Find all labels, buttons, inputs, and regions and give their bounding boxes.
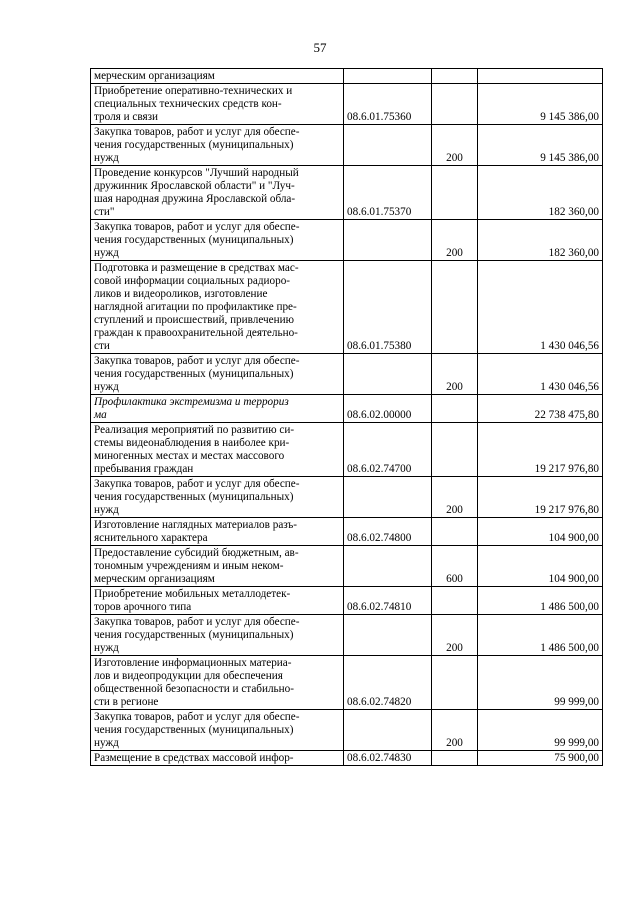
table-row <box>91 261 603 354</box>
expense-name-line: чения государственных (муниципальных) <box>94 629 294 641</box>
expense-name-line: Закупка товаров, работ и услуг для обеспе- <box>94 711 300 723</box>
expense-name-line: специальных технических средств кон- <box>94 98 282 110</box>
expense-type-cell <box>432 751 478 766</box>
expense-name-cell <box>91 125 344 166</box>
expense-name-cell <box>91 69 344 84</box>
amount-cell: 1 430 046,56 <box>478 261 603 354</box>
expense-name-line: Закупка товаров, работ и услуг для обеспе- <box>94 616 300 628</box>
amount-cell: 75 900,00 <box>478 751 603 766</box>
expense-name-cell <box>91 518 344 546</box>
table-row <box>91 69 603 84</box>
expense-name-line: сти <box>94 340 110 352</box>
expense-type-cell <box>432 166 478 220</box>
amount-cell: 19 217 976,80 <box>478 423 603 477</box>
expense-name-cell <box>91 710 344 751</box>
expense-type-cell: 200 <box>432 354 478 395</box>
expense-name-line: сти в регионе <box>94 696 159 708</box>
expense-name-cell <box>91 546 344 587</box>
expense-name-line: Изготовление наглядных материалов разъ- <box>94 519 298 531</box>
expense-name-line: совой информации социальных радиоро- <box>94 275 291 287</box>
table-row <box>91 587 603 615</box>
program-code-cell: 08.6.02.74810 <box>344 587 432 615</box>
expense-name-line: дружинник Ярославской области" и "Луч- <box>94 180 295 192</box>
expense-name-line: чения государственных (муниципальных) <box>94 234 294 246</box>
expense-name-line: Приобретение оперативно-технических и <box>94 85 293 97</box>
expense-name-line: нужд <box>94 152 119 164</box>
table-row <box>91 477 603 518</box>
expense-name-cell <box>91 587 344 615</box>
expense-name-line: Профилактика экстремизма и террориз <box>94 396 289 408</box>
expense-name-line: шая народная дружина Ярославской обла- <box>94 193 296 205</box>
expense-name-line: нужд <box>94 504 119 516</box>
expense-type-cell <box>432 423 478 477</box>
amount-cell: 182 360,00 <box>478 220 603 261</box>
table-row <box>91 166 603 220</box>
table-row <box>91 710 603 751</box>
amount-cell: 19 217 976,80 <box>478 477 603 518</box>
expense-name-cell <box>91 751 344 766</box>
expense-name-line: Реализация мероприятий по развитию си- <box>94 424 295 436</box>
expense-name-line: тономным учреждениям и иным неком- <box>94 560 284 572</box>
expense-type-cell: 200 <box>432 710 478 751</box>
budget-table <box>90 68 603 766</box>
amount-cell: 1 486 500,00 <box>478 587 603 615</box>
expense-type-cell: 200 <box>432 125 478 166</box>
program-code-cell: 08.6.02.74700 <box>344 423 432 477</box>
expense-name-line: троля и связи <box>94 111 159 123</box>
expense-type-cell <box>432 69 478 84</box>
page-number: 57 <box>313 40 327 55</box>
expense-name-line: граждан к правоохранительной деятельно- <box>94 327 298 339</box>
expense-name-cell <box>91 84 344 125</box>
expense-name-line: ма <box>94 409 107 421</box>
expense-name-cell <box>91 423 344 477</box>
expense-name-cell <box>91 261 344 354</box>
program-code-cell: 08.6.02.74800 <box>344 518 432 546</box>
expense-name-line: нужд <box>94 381 119 393</box>
program-code-cell: 08.6.02.00000 <box>344 395 432 423</box>
expense-name-cell <box>91 354 344 395</box>
expense-name-line: ликов и видеороликов, изготовление <box>94 288 268 300</box>
expense-type-cell: 200 <box>432 477 478 518</box>
expense-type-cell <box>432 261 478 354</box>
expense-name-cell <box>91 220 344 261</box>
expense-name-line: лов и видеопродукции для обеспечения <box>94 670 283 682</box>
expense-name-line: общественной безопасности и стабильно- <box>94 683 294 695</box>
expense-name-line: нужд <box>94 247 119 259</box>
program-code-cell: 08.6.02.74830 <box>344 751 432 766</box>
table-row <box>91 354 603 395</box>
expense-name-line: мерческим организациям <box>94 70 215 82</box>
amount-cell: 9 145 386,00 <box>478 84 603 125</box>
amount-cell: 1 430 046,56 <box>478 354 603 395</box>
amount-cell: 1 486 500,00 <box>478 615 603 656</box>
expense-name-line: нужд <box>94 737 119 749</box>
program-code-cell <box>344 615 432 656</box>
table-row <box>91 423 603 477</box>
expense-name-line: Подготовка и размещение в средствах мас- <box>94 262 299 274</box>
table-row <box>91 751 603 766</box>
expense-name-line: сти" <box>94 206 115 218</box>
amount-cell: 104 900,00 <box>478 518 603 546</box>
expense-type-cell: 600 <box>432 546 478 587</box>
amount-cell: 99 999,00 <box>478 656 603 710</box>
expense-name-line: Закупка товаров, работ и услуг для обеспе- <box>94 355 300 367</box>
expense-name-line: Приобретение мобильных металлодетек- <box>94 588 291 600</box>
expense-name-line: мерческим организациям <box>94 573 215 585</box>
program-code-cell: 08.6.02.74820 <box>344 656 432 710</box>
expense-name-line: ступлений и происшествий, привлечению <box>94 314 294 326</box>
table-row <box>91 615 603 656</box>
expense-type-cell <box>432 587 478 615</box>
amount-cell: 182 360,00 <box>478 166 603 220</box>
table-row <box>91 518 603 546</box>
program-code-cell <box>344 710 432 751</box>
program-code-cell <box>344 125 432 166</box>
expense-type-cell <box>432 518 478 546</box>
amount-cell <box>478 69 603 84</box>
expense-name-line: Закупка товаров, работ и услуг для обеспе- <box>94 478 300 490</box>
expense-name-cell <box>91 615 344 656</box>
expense-name-line: торов арочного типа <box>94 601 192 613</box>
amount-cell: 99 999,00 <box>478 710 603 751</box>
expense-type-cell <box>432 656 478 710</box>
expense-name-line: чения государственных (муниципальных) <box>94 724 294 736</box>
table-row <box>91 220 603 261</box>
program-code-cell <box>344 220 432 261</box>
expense-name-line: миногенных местах и местах массового <box>94 450 285 462</box>
table-row <box>91 656 603 710</box>
program-code-cell: 08.6.01.75380 <box>344 261 432 354</box>
program-code-cell <box>344 69 432 84</box>
expense-name-line: Проведение конкурсов "Лучший народный <box>94 167 299 179</box>
expense-name-line: Изготовление информационных материа- <box>94 657 292 669</box>
amount-cell: 104 900,00 <box>478 546 603 587</box>
expense-type-cell: 200 <box>432 615 478 656</box>
expense-type-cell <box>432 84 478 125</box>
expense-name-line: Размещение в средствах массовой инфор- <box>94 752 294 764</box>
amount-cell: 9 145 386,00 <box>478 125 603 166</box>
expense-name-cell <box>91 166 344 220</box>
expense-name-line: стемы видеонаблюдения в наиболее кри- <box>94 437 290 449</box>
table-row <box>91 546 603 587</box>
program-code-cell <box>344 354 432 395</box>
table-row <box>91 395 603 423</box>
table-row <box>91 125 603 166</box>
expense-name-line: пребывания граждан <box>94 463 194 475</box>
expense-name-line: Предоставление субсидий бюджетным, ав- <box>94 547 299 559</box>
table-row <box>91 84 603 125</box>
program-code-cell: 08.6.01.75370 <box>344 166 432 220</box>
expense-name-line: Закупка товаров, работ и услуг для обеспе- <box>94 221 300 233</box>
program-code-cell: 08.6.01.75360 <box>344 84 432 125</box>
expense-name-line: нужд <box>94 642 119 654</box>
expense-name-cell <box>91 477 344 518</box>
expense-name-line: наглядной агитации по профилактике пре- <box>94 301 297 313</box>
expense-name-line: яснительного характера <box>94 532 208 544</box>
program-code-cell <box>344 546 432 587</box>
expense-name-line: чения государственных (муниципальных) <box>94 491 294 503</box>
budget-table-body <box>91 69 603 766</box>
expense-type-cell: 200 <box>432 220 478 261</box>
expense-type-cell <box>432 395 478 423</box>
expense-name-line: чения государственных (муниципальных) <box>94 139 294 151</box>
expense-name-line: чения государственных (муниципальных) <box>94 368 294 380</box>
expense-name-cell <box>91 656 344 710</box>
expense-name-line: Закупка товаров, работ и услуг для обеспе- <box>94 126 300 138</box>
expense-name-cell <box>91 395 344 423</box>
program-code-cell <box>344 477 432 518</box>
amount-cell: 22 738 475,80 <box>478 395 603 423</box>
